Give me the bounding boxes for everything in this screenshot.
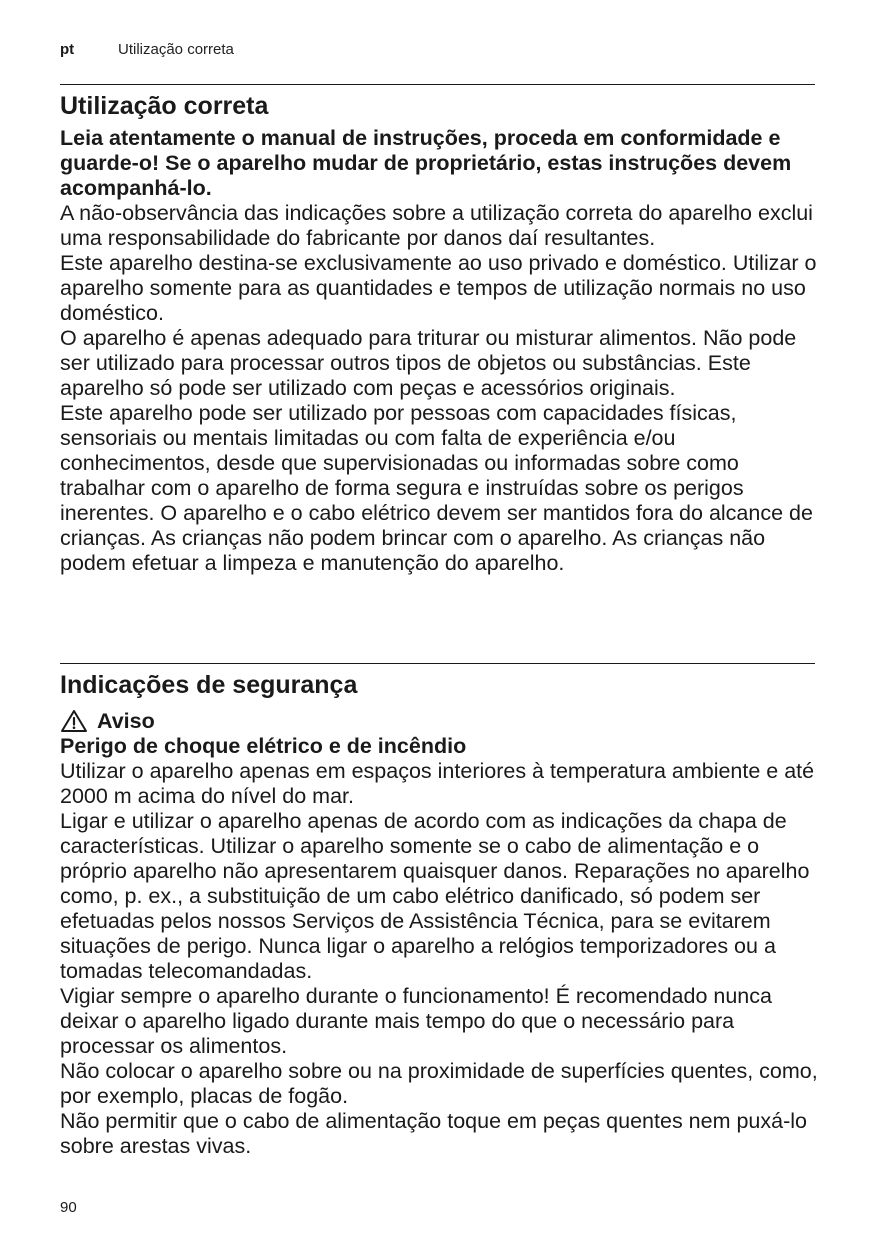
paragraph: Não permitir que o cabo de alimentação toque em peças quentes nem puxá-lo sobre arestas vivas. — [60, 1109, 807, 1158]
warning-title: Perigo de choque elétrico e de incêndio — [60, 734, 467, 758]
section-title: Indicações de segurança — [60, 671, 358, 699]
top-divider — [60, 84, 815, 85]
paragraph: Ligar e utilizar o aparelho apenas de acordo com as indicações da chapa de características. Utilizar o aparelho somente se o cabo de alimentação e o próprio aparelho não apresentarem quaisquer danos. Reparações no aparelho como, p. ex., a substituição de um cabo elétrico danificado, só podem ser efetuadas pelos nossos Serviços de Assistência Técnica, para se evitarem situações de perigo. Nunca ligar o aparelho a relógios temporizadores ou a tomadas telecomandadas. — [60, 809, 810, 983]
section-title: Utilização correta — [60, 92, 269, 120]
paragraph: Este aparelho pode ser utilizado por pessoas com capacidades físicas, sensoriais ou mentais limitadas ou com falta de experiência e/ou conhecimentos, desde que supervisionadas ou informadas sobre como trabalhar com o aparelho de forma segura e instruídas sobre os perigos inerentes. O aparelho e o cabo elétrico devem ser mantidos fora do alcance de crianças. As crianças não podem brincar com o aparelho. As crianças não podem efetuar a limpeza e manutenção do aparelho. — [60, 401, 813, 575]
language-code: pt — [60, 41, 75, 58]
paragraph: Este aparelho destina-se exclusivamente ao uso privado e doméstico. Utilizar o aparelho somente para as quantidades e tempos de utilização normais no uso doméstico. — [60, 251, 817, 325]
warning-triangle-icon — [60, 709, 88, 733]
page-number: 90 — [60, 1199, 77, 1216]
section-correct-use — [60, 90, 820, 576]
lead-paragraph: Leia atentamente o manual de instruções, proceda em conformidade e guarde-o! Se o aparelho mudar de proprietário, estas instruções devem acompanhá-lo. — [60, 126, 792, 200]
page-header — [60, 40, 234, 60]
running-title: Utilização correta — [118, 41, 234, 58]
paragraph: A não-observância das indicações sobre a utilização correta do aparelho exclui uma responsabilidade do fabricante por danos daí resultantes. — [60, 201, 813, 250]
paragraph: Não colocar o aparelho sobre ou na proximidade de superfícies quentes, como, por exemplo, placas de fogão. — [60, 1059, 818, 1108]
paragraph: O aparelho é apenas adequado para triturar ou misturar alimentos. Não pode ser utilizado para processar outros tipos de objetos ou substâncias. Este aparelho só pode ser utilizado com peças e acessórios originais. — [60, 326, 797, 400]
paragraph: Vigiar sempre o aparelho durante o funcionamento! É recomendado nunca deixar o aparelho ligado durante mais tempo do que o necessário para processar os alimentos. — [60, 984, 772, 1058]
warning-label — [60, 708, 820, 734]
section-safety — [60, 669, 820, 1159]
section-divider — [60, 663, 815, 664]
warning-label-text: Aviso — [97, 709, 155, 733]
paragraph: Utilizar o aparelho apenas em espaços interiores à temperatura ambiente e até 2000 m acima do nível do mar. — [60, 759, 815, 808]
